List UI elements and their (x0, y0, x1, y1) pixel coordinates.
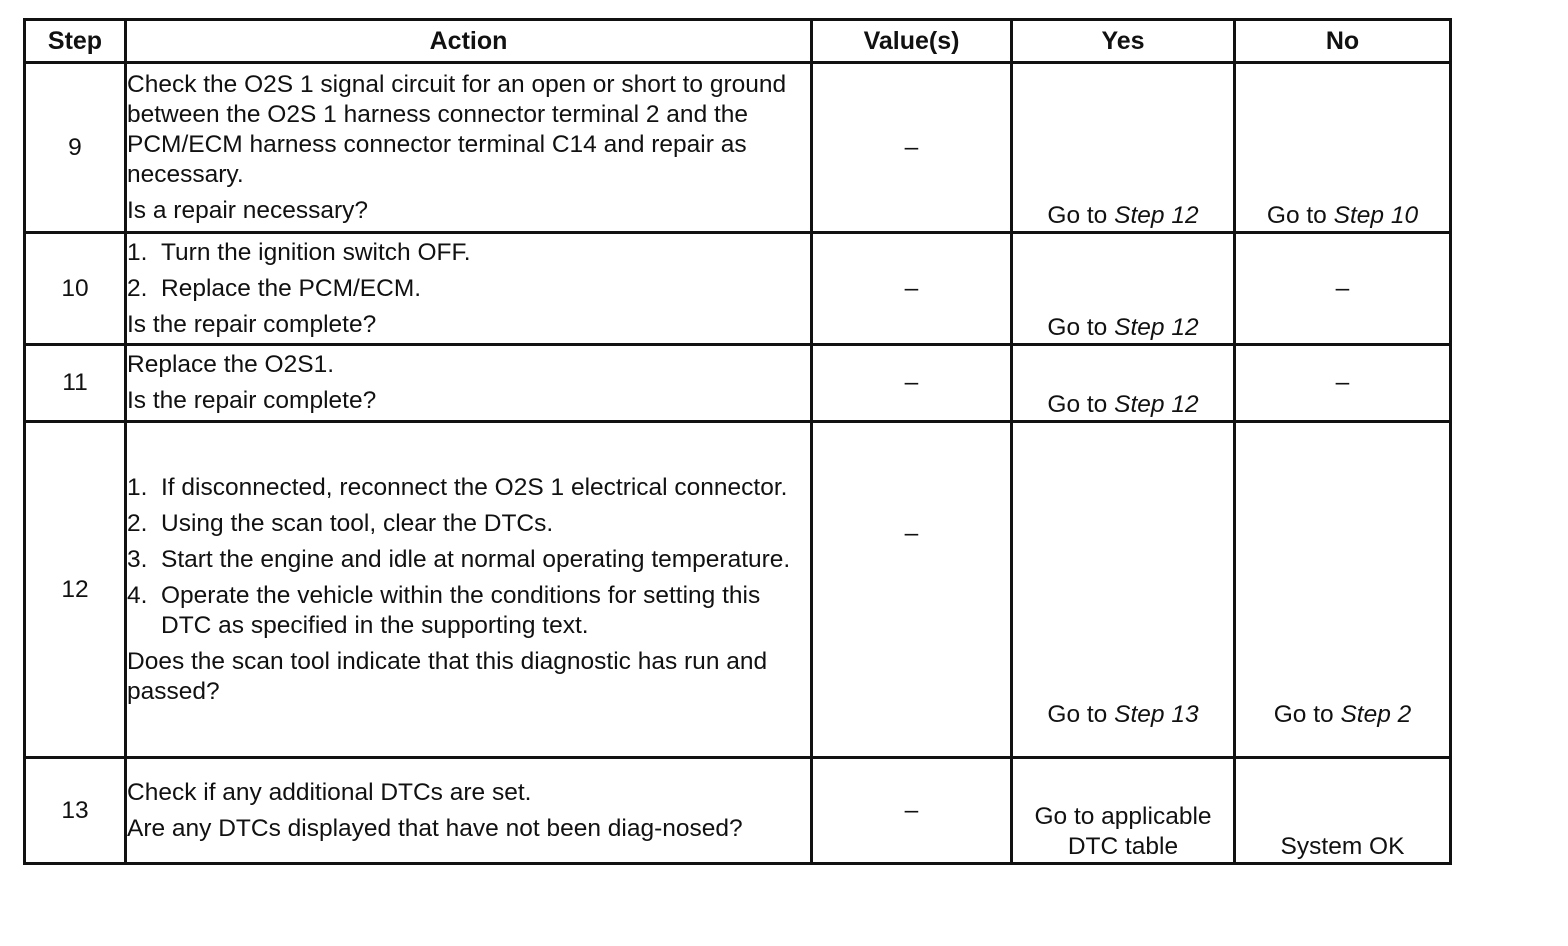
no-text: – (1335, 369, 1350, 396)
value-text: – (904, 133, 919, 161)
header-action: Action (126, 20, 812, 63)
list-item: 2. Replace the PCM/ECM. (127, 274, 422, 302)
no-text: – (1335, 274, 1350, 302)
no-cell (1235, 422, 1451, 758)
yes-step-ref: Step 13 (1114, 701, 1199, 728)
table-row (25, 63, 1451, 233)
action-text: Check if any additional DTCs are set. (127, 778, 532, 806)
yes-prefix: Go to (1047, 391, 1115, 418)
table-row (25, 233, 1451, 345)
action-cell (126, 422, 812, 758)
no-prefix: Go to (1266, 202, 1334, 229)
yes-prefix: Go to (1047, 314, 1115, 341)
action-question: Is a repair necessary? (127, 196, 369, 224)
action-question: Does the scan tool indicate that this diagnostic has run and passed? (127, 647, 768, 705)
step-number: 9 (25, 63, 126, 233)
header-values: Value(s) (812, 20, 1012, 63)
step-number: 13 (25, 758, 126, 864)
no-text: System OK (1280, 833, 1405, 860)
value-text: – (904, 274, 919, 302)
action-question: Are any DTCs displayed that have not been diag-nosed? (127, 814, 743, 842)
list-item: 1. If disconnected, reconnect the O2S 1 electrical connector. (127, 473, 788, 501)
value-text: – (904, 369, 919, 396)
yes-cell (1012, 63, 1235, 233)
table-row (25, 422, 1451, 758)
value-cell (812, 345, 1012, 422)
list-item: 1. Turn the ignition switch OFF. (127, 238, 471, 266)
no-step-ref: Step 2 (1340, 701, 1412, 728)
value-cell (812, 63, 1012, 233)
value-text: – (904, 796, 919, 824)
no-cell (1235, 345, 1451, 422)
action-text: Check the O2S 1 signal circuit for an open or short to ground between the O2S 1 harness connector terminal 2 and the PCM/ECM harness connector terminal C14 and repair as necessary. (127, 70, 787, 188)
diagnostic-table (23, 18, 1452, 865)
yes-text: Go to applicable DTC table (1034, 803, 1212, 860)
no-prefix: Go to (1273, 701, 1341, 728)
yes-step-ref: Step 12 (1114, 314, 1199, 341)
step-number: 12 (25, 422, 126, 758)
action-text: Replace the O2S1. (127, 351, 335, 378)
no-cell (1235, 63, 1451, 233)
action-cell (126, 345, 812, 422)
value-cell (812, 758, 1012, 864)
list-item: 3. Start the engine and idle at normal operating temperature. (127, 545, 791, 573)
header-no: No (1235, 20, 1451, 63)
header-yes: Yes (1012, 20, 1235, 63)
header-row (25, 20, 1451, 63)
yes-step-ref: Step 12 (1114, 202, 1199, 229)
action-cell (126, 63, 812, 233)
yes-cell (1012, 758, 1235, 864)
value-text: – (904, 520, 919, 547)
value-cell (812, 422, 1012, 758)
yes-cell (1012, 345, 1235, 422)
header-step: Step (25, 20, 126, 63)
table-row (25, 345, 1451, 422)
yes-cell (1012, 422, 1235, 758)
no-cell (1235, 233, 1451, 345)
step-number: 11 (25, 345, 126, 422)
table-row (25, 758, 1451, 864)
action-cell (126, 233, 812, 345)
yes-prefix: Go to (1047, 202, 1115, 229)
value-cell (812, 233, 1012, 345)
action-list (127, 473, 810, 641)
list-item: 2. Using the scan tool, clear the DTCs. (127, 509, 554, 537)
action-cell (126, 758, 812, 864)
list-item: 4. Operate the vehicle within the conditions for setting this DTC as specified in the supporting text. (127, 581, 761, 639)
no-step-ref: Step 10 (1333, 202, 1419, 229)
yes-cell (1012, 233, 1235, 345)
no-cell (1235, 758, 1451, 864)
yes-prefix: Go to (1047, 701, 1115, 728)
action-question: Is the repair complete? (127, 387, 377, 414)
yes-step-ref: Step 12 (1114, 391, 1199, 418)
action-list (127, 238, 810, 304)
step-number: 10 (25, 233, 126, 345)
action-question: Is the repair complete? (127, 310, 377, 338)
